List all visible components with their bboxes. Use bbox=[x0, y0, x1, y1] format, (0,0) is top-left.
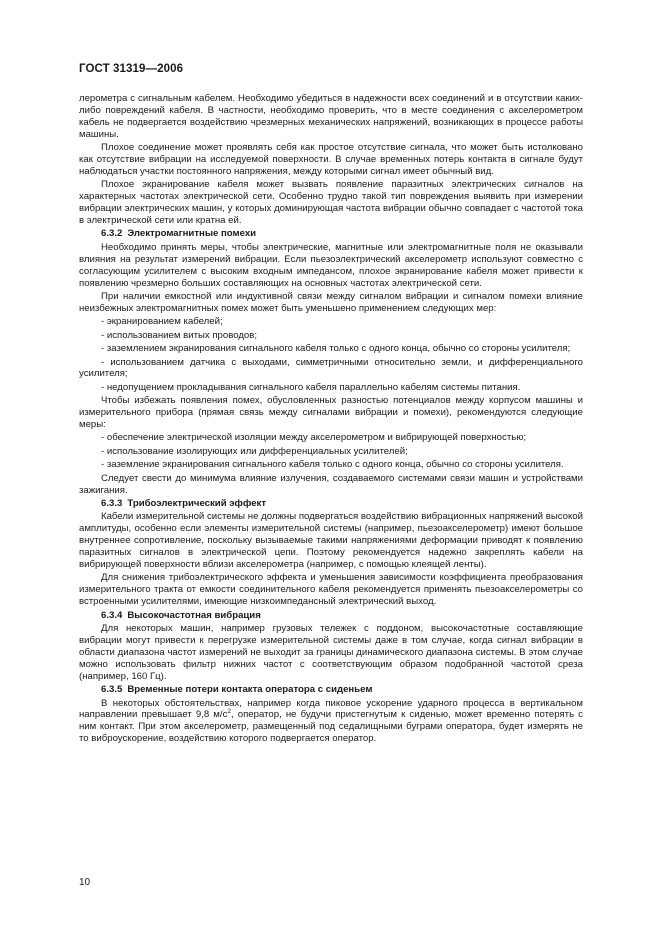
section-title: Трибоэлектрический эффект bbox=[127, 498, 267, 509]
paragraph: Необходимо принять меры, чтобы электрические, магнитные или электромагнитные поля не оказывали влияния на результат измерений вибрации. Если пьезоэлектрический акселерометр используют совместно с согласующим усилителем с высоким входным импедансом, плохое экранирование кабеля может привести к появлению чрезмерно больших составляющих на основных частотах электрической сети. bbox=[79, 241, 583, 289]
list-item: - использованием витых проводов; bbox=[101, 329, 258, 341]
paragraph: Следует свести до минимума влияние излучения, создаваемого системами связи машин и устройствами зажигания. bbox=[79, 472, 583, 496]
list-item: - заземление экранирования сигнального кабеля только с одного конца, обычно со стороны усилителя. bbox=[101, 459, 564, 471]
paragraph bbox=[79, 698, 583, 746]
section-number: 6.3.2 bbox=[101, 228, 123, 240]
paragraph: Для некоторых машин, например грузовых тележек с поддоном, высокочастотные составляющие вибрации могут привести к перегрузке измерительной системы даже в том случае, когда сигнал вибрации в области диапазона частот измерений не выходит за границы динамического диапазона системы. В этом случае можно использовать фильтр нижних частот с соответствующим образом подобранной частотой среза (например, 160 Гц). bbox=[79, 623, 583, 682]
list-item: - использованием датчика с выходами, симметричными относительно земли, и дифференциального усилителя; bbox=[79, 356, 583, 380]
section-number: 6.3.4 bbox=[101, 609, 123, 621]
paragraph: лерометра с сигнальным кабелем. Необходимо убедиться в надежности всех соединений и в отсутствии каких-либо повреждений кабеля. В частности, необходимо проверить, что в месте соединения с акселерометром кабель не подвергается воздействию чрезмерных механических напряжений, возникающих в процессе работы машины. bbox=[79, 93, 583, 140]
paragraph: При наличии емкостной или индуктивной связи между сигналом вибрации и сигналом помехи влияние неизбежных электромагнитных помех может быть уменьшено применением следующих мер: bbox=[79, 291, 583, 314]
paragraph: Плохое экранирование кабеля может вызвать появление паразитных электрических сигналов на характерных частотах электрической сети. Особенно трудно такой тип повреждения выявить при измерении вибрации электрических машин, у которых доминирующая частота вибрации обычно совпадает с частотой тока в электрической сети или кратна ей. bbox=[79, 179, 583, 227]
list-item: - заземлением экранирования сигнального кабеля только с одного конца, обычно со стороны усилителя; bbox=[101, 343, 571, 355]
paragraph: Плохое соединение может проявлять себя как простое отсутствие сигнала, что может быть истолковано как отсутствие вибрации на исследуемой поверхности. В случае временных потерь контакта в сигнале будут наблюдаться участки постоянного напряжения, между которыми сигнал имеет обычный вид. bbox=[79, 142, 583, 177]
paragraph-text: В некоторых обстоятельствах, например когда пиковое ускорение ударного процесса в вертикальном направлении превышает 9,8 м/с bbox=[79, 697, 583, 721]
section-heading-6-3-3 bbox=[79, 498, 583, 510]
list-item: - недопущением прокладывания сигнального кабеля параллельно кабелям системы питания. bbox=[101, 381, 521, 393]
section-heading-6-3-4 bbox=[79, 610, 583, 622]
paragraph-text: , оператор, не будучи пристегнутым к сиденью, может временно потерять с ним контакт. При этом акселерометр, размещенный под седалищными буграми оператора, будет измерять не то виброускорение, воздействию которого подвергается оператор. bbox=[79, 709, 583, 745]
paragraph: Кабели измерительной системы не должны подвергаться воздействию вибрационных напряжений высокой амплитуды, особенно если элементы измерительной системы (например, пьезоакселерометр) имеют большое внутреннее сопротивление, поскольку вызываемые такими напряжениями деформации приводят к появлению паразитных сигналов в электрической цепи. Поэтому рекомендуется надежно закреплять кабели на вибрирующей поверхности вблизи акселерометра (например, с помощью клеящей ленты). bbox=[79, 511, 583, 571]
section-number: 6.3.3 bbox=[101, 498, 123, 509]
superscript: 2 bbox=[227, 708, 231, 716]
section-title: Электромагнитные помехи bbox=[127, 228, 257, 240]
document-header: ГОСТ 31319—2006 bbox=[79, 63, 184, 75]
section-heading-6-3-5 bbox=[79, 684, 583, 696]
list-item: - экранированием кабелей; bbox=[101, 316, 223, 328]
list-item: - обеспечение электрической изоляции между акселерометром и вибрирующей поверхностью; bbox=[101, 432, 527, 444]
paragraph: Чтобы избежать появления помех, обусловленных разностью потенциалов между корпусом машины и измерительного прибора (прямая связь между сигналами вибрации и помехи), рекомендуются следующие меры: bbox=[79, 395, 583, 431]
section-heading-6-3-2 bbox=[79, 228, 583, 240]
page-number: 10 bbox=[79, 877, 91, 888]
paragraph: Для снижения трибоэлектрического эффекта и уменьшения зависимости коэффициента преобразования измерительного тракта от емкости соединительного кабеля рекомендуется применять пьезоакселерометры со встроенными усилителями, имеющие низкоимпедансный электрический выход. bbox=[79, 572, 583, 608]
section-title: Высокочастотная вибрация bbox=[127, 609, 261, 621]
section-title: Временные потери контакта оператора с сиденьем bbox=[127, 684, 373, 696]
document-body bbox=[79, 93, 583, 747]
section-number: 6.3.5 bbox=[101, 684, 123, 696]
list-item: - использование изолирующих или дифференциальных усилителей; bbox=[101, 445, 408, 457]
